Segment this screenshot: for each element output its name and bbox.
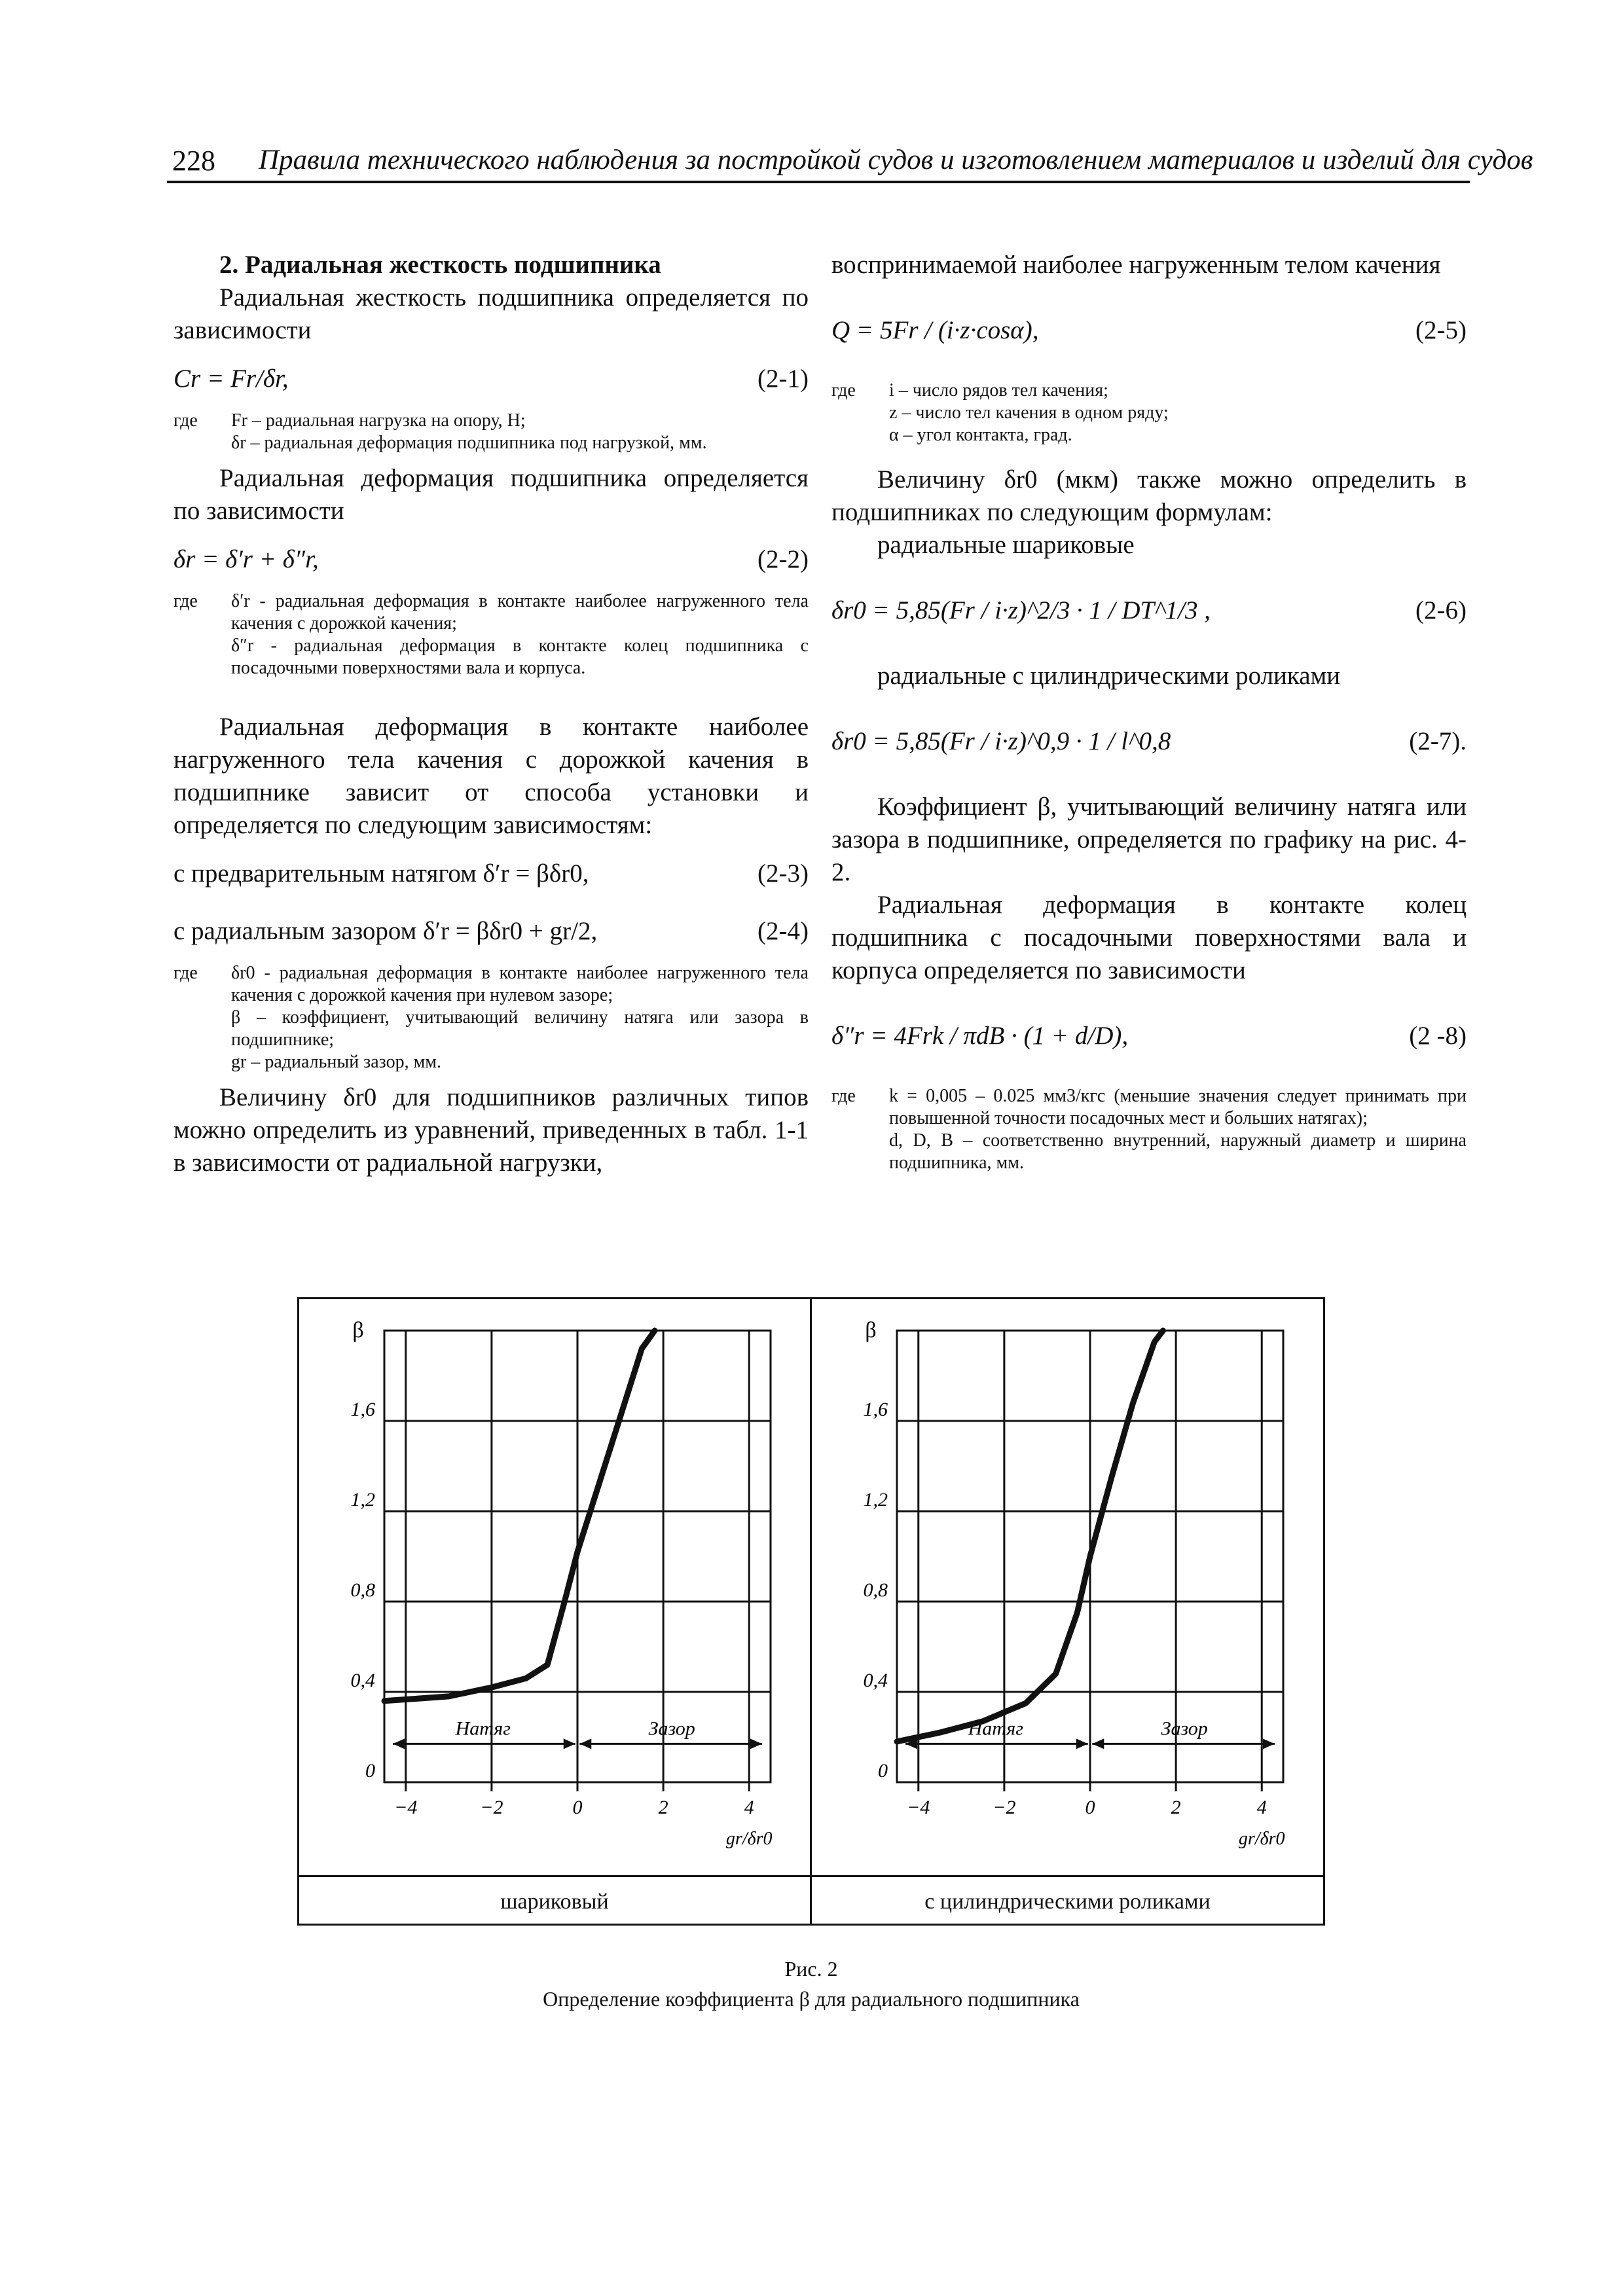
paragraph: Величину δr0 (мкм) также можно определить в подшипниках по следующим формулам: (831, 465, 1467, 526)
formula-text: δr0 = 5,85(Fr / i·z)^2/3 · 1 / DT^1/3 , (831, 596, 1211, 624)
paragraph: Радиальная деформация подшипника определяется по зависимости (173, 464, 809, 525)
where-item: Fr – радиальная нагрузка на опору, Н; (231, 410, 526, 431)
chart-ball-svg (299, 1304, 803, 1874)
paragraph: Величину δr0 для подшипников различных типов можно определить из уравнений, приведенных в табл. 1-1 в зависимости от радиальной нагрузки, (173, 1083, 809, 1177)
arrowhead (564, 1738, 575, 1749)
where-block (173, 410, 809, 454)
page-number: 228 (172, 145, 215, 177)
figure-label: Рис. 2 (784, 1957, 838, 1981)
formula-text: с радиальным зазором δ′r = βδr0 + gr/2, (173, 917, 598, 945)
arrowhead (750, 1738, 762, 1749)
where-label: где (831, 1086, 856, 1106)
y-tick-label: 1,6 (863, 1399, 888, 1420)
y-tick-label: 0,4 (863, 1670, 888, 1691)
formula-2-4 (173, 907, 809, 957)
where-item: gr – радиальный зазор, мм. (231, 1052, 442, 1072)
x-tick-label: −4 (394, 1797, 418, 1818)
x-tick-label: 0 (1085, 1797, 1095, 1818)
beta-curve (384, 1331, 655, 1701)
formula-number: (2-5) (1415, 316, 1467, 344)
formula-number: (2-1) (757, 365, 809, 393)
y-tick-label: 1,6 (350, 1399, 375, 1420)
paragraph: Радиальная жесткость подшипника определяется по зависимости (173, 283, 809, 344)
formula-text: δ″r = 4Frk / πdB · (1 + d/D), (831, 1022, 1129, 1050)
formula-number: (2-6) (1415, 596, 1467, 624)
figure-box (297, 1297, 1325, 1926)
formula-number: (2-7). (1409, 727, 1467, 755)
formula-number: (2 -8) (1409, 1022, 1467, 1050)
formula-text: с предварительным натягом δ′r = βδr0, (173, 859, 589, 888)
arrowhead (393, 1738, 405, 1749)
where-block (831, 380, 1467, 446)
region-label-right: Зазор (1161, 1717, 1208, 1740)
y-tick-label: 0,8 (863, 1579, 888, 1601)
running-header (167, 137, 1533, 183)
x-axis-label: gr/δr0 (1238, 1829, 1285, 1849)
paragraph: Радиальная деформация в контакте колец подшипника с посадочными поверхностями вала и корпуса определяется по зависимости (831, 891, 1467, 984)
arrowhead (579, 1738, 591, 1749)
formula-2-1 (173, 355, 809, 404)
formula-2-5 (831, 289, 1467, 374)
where-item: δ″r - радиальная деформация в контакте колец подшипника с посадочными поверхностями вала и корпуса. (231, 636, 809, 678)
x-tick-label: 4 (1256, 1797, 1267, 1818)
x-tick-label: −4 (907, 1797, 930, 1818)
where-item: β – коэффициент, учитывающий величину натяга или зазора в подшипнике; (231, 1007, 809, 1050)
where-item: α – угол контакта, град. (889, 425, 1072, 445)
x-tick-label: 4 (744, 1797, 754, 1818)
figure-title: Определение коэффициента β для радиального подшипника (543, 1987, 1080, 2011)
chart-roller (812, 1304, 1316, 1874)
where-label: где (831, 380, 856, 401)
y-tick-label: 1,2 (350, 1489, 375, 1511)
paragraph: Радиальная деформация в контакте наиболее нагруженного тела качения с дорожкой качения в подшипнике зависит от способа установки и определяется по следующим зависимостям: (173, 713, 809, 839)
right-column (831, 249, 1467, 1182)
formula-number: (2-3) (757, 859, 809, 888)
section-heading: 2. Радиальная жесткость подшипника (219, 251, 661, 279)
chart-caption-roller: с цилиндрическими роликами (924, 1890, 1211, 1914)
formula-2-7 (831, 700, 1467, 785)
where-block (173, 590, 809, 679)
x-tick-label: 0 (572, 1797, 583, 1818)
formula-text: Q = 5Fr / (i·z·cosα), (831, 316, 1039, 344)
arrowhead (1263, 1738, 1275, 1749)
formula-2-2 (173, 535, 809, 585)
region-label-right: Зазор (648, 1717, 695, 1740)
y-tick-label: 0 (878, 1760, 888, 1782)
where-label: где (173, 410, 198, 431)
formula-text: δr = δ′r + δ″r, (173, 545, 319, 573)
where-label: где (173, 591, 198, 611)
arrowhead (1076, 1738, 1088, 1749)
formula-text: Cr = Fr/δr, (173, 365, 289, 393)
where-item: δr0 - радиальная деформация в контакте наиболее нагруженного тела качения с дорожкой качения при нулевом зазоре; (231, 963, 809, 1005)
chart-ball (299, 1304, 803, 1874)
x-tick-label: −2 (480, 1797, 503, 1818)
paragraph: Коэффициент β, учитывающий величину натяга или зазора в подшипнике, определяется по графику на рис. 4-2. (831, 793, 1467, 886)
where-item: k = 0,005 – 0.025 мм3/кгс (меньшие значения следует принимать при повышенной точности посадочных мест и больших натягах); (889, 1086, 1467, 1128)
region-label-left: Натяг (968, 1717, 1023, 1740)
where-item: z – число тел качения в одном ряду; (889, 403, 1169, 423)
y-tick-label: 0,8 (350, 1579, 375, 1601)
beta-curve (897, 1331, 1163, 1742)
where-block (831, 1085, 1467, 1174)
x-tick-label: 2 (658, 1797, 668, 1818)
where-block (173, 962, 809, 1073)
y-axis-label: β (352, 1318, 364, 1342)
formula-text: δr0 = 5,85(Fr / i·z)^0,9 · 1 / l^0,8 (831, 727, 1171, 755)
paragraph: радиальные шариковые (877, 531, 1135, 559)
y-tick-label: 1,2 (863, 1489, 888, 1511)
where-item: d, D, B – соответственно внутренний, наружный диаметр и ширина подшипника, мм. (889, 1130, 1467, 1173)
formula-2-3 (173, 850, 809, 899)
y-tick-label: 0 (365, 1760, 375, 1782)
x-axis-label: gr/δr0 (725, 1829, 773, 1849)
where-item: δ′r - радиальная деформация в контакте наиболее нагруженного тела качения с дорожкой качения; (231, 591, 809, 634)
formula-2-8 (831, 995, 1467, 1080)
x-tick-label: 2 (1171, 1797, 1181, 1818)
paragraph: воспринимаемой наиболее нагруженным телом качения (831, 251, 1441, 279)
paragraph: радиальные с цилиндрическими роликами (877, 662, 1341, 690)
formula-number: (2-2) (757, 545, 809, 573)
figure-divider (299, 1875, 1323, 1877)
arrowhead (1092, 1738, 1104, 1749)
x-tick-label: −2 (993, 1797, 1016, 1818)
formula-2-6 (831, 569, 1467, 655)
chart-caption-ball: шариковый (500, 1890, 609, 1914)
region-label-left: Натяг (455, 1717, 511, 1740)
y-axis-label: β (865, 1318, 877, 1342)
where-label: где (173, 963, 198, 983)
where-item: i – число рядов тел качения; (889, 380, 1108, 401)
running-title: Правила технического наблюдения за постройкой судов и изготовлением материалов и изделий для судов (259, 145, 1533, 175)
left-column (173, 249, 809, 1179)
where-item: δr – радиальная деформация подшипника под нагрузкой, мм. (231, 433, 707, 453)
chart-roller-svg (812, 1304, 1316, 1874)
y-tick-label: 0,4 (350, 1670, 375, 1691)
formula-number: (2-4) (757, 917, 809, 945)
